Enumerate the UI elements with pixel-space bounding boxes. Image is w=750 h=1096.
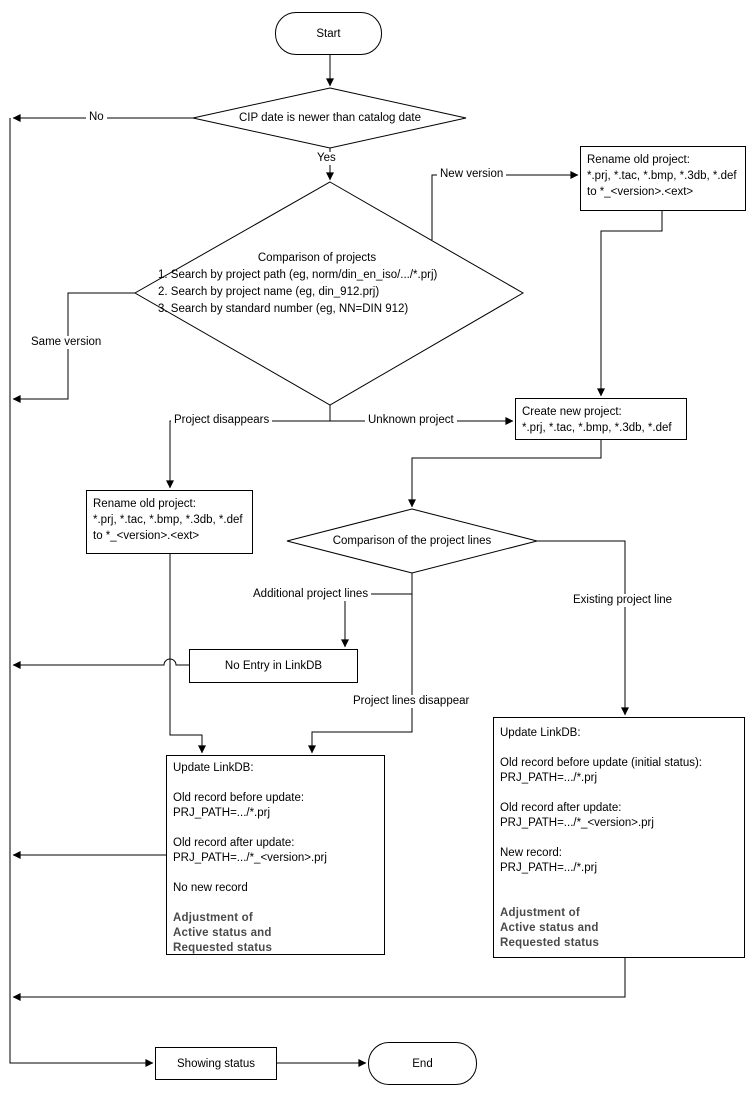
box-line: *.prj, *.tac, *.bmp, *.3db, *.def [522,422,672,434]
box-line [500,831,740,846]
edge-additional-lines-to-no-entry [345,594,412,647]
box-line: *.prj, *.tac, *.bmp, *.3db, *.def [587,170,737,182]
edge-no-entry-to-trunk [13,659,189,665]
box-line: *.prj, *.tac, *.bmp, *.3db, *.def [93,514,243,526]
showing-status-box [155,1047,277,1080]
box-line: New record: [500,847,562,859]
edge-create-to-lines-decision [412,440,601,507]
update-linkdb-right-box [493,717,745,958]
box-line-emphasis: Adjustment of [500,907,580,919]
box-line [500,876,740,891]
update-linkdb-left-box [166,755,385,955]
box-line-emphasis: Adjustment of [173,912,253,924]
edge-project-disappears-to-rename-left [170,421,330,488]
box-line: Rename old project: [587,154,690,166]
decision-comparison-projects-item: 2. Search by project name (eg, din_912.prj) [158,286,380,298]
end-node [368,1042,477,1085]
box-line-emphasis: Active status and [173,927,272,939]
box-line: No new record [173,882,248,894]
box-line [173,866,380,881]
edge-comparison-new-version-to-rename-top [432,175,578,240]
box-line: Old record after update: [173,837,295,849]
edge-label-project-disappears: Project disappears [171,414,272,427]
decision-comparison-projects-item: 1. Search by project path (eg, norm/din_en_iso/.../*.prj) [158,269,438,281]
decision-comparison-lines-text: Comparison of the project lines [332,535,492,547]
decision-comparison-projects-text [158,250,476,318]
end-label: End [412,1057,433,1070]
start-label: Start [316,27,341,40]
box-line [173,776,380,791]
decision-comparison-projects-title: Comparison of projects [257,252,377,264]
edge-trunk-to-showing-status [10,118,153,1063]
edge-label-same-version: Same version [28,336,104,349]
box-line: No Entry in LinkDB [224,660,323,672]
box-line: PRJ_PATH=.../*.prj [173,807,271,819]
box-line: Create new project: [522,406,622,418]
edge-label-no: No [86,111,107,124]
box-line-emphasis: Active status and [500,922,599,934]
box-line-emphasis: Requested status [500,937,600,949]
box-line: Old record before update (initial status): [500,757,702,769]
box-line: Showing status [177,1057,255,1070]
edge-label-existing-project-line: Existing project line [570,594,675,607]
box-line [173,821,380,836]
box-line: PRJ_PATH=.../*.prj [500,772,598,784]
rename-old-project-left-box [86,490,253,554]
box-line [500,786,740,801]
box-line [173,896,380,911]
box-line: Old record after update: [500,802,622,814]
box-line: to *_<version>.<ext> [587,186,694,198]
no-entry-linkdb-box [189,649,358,683]
edge-label-additional-project-lines: Additional project lines [250,588,371,601]
edge-label-unknown-project: Unknown project [365,414,457,427]
edge-label-yes: Yes [314,152,339,165]
create-new-project-box [515,398,687,440]
box-line: Update LinkDB: [173,762,254,774]
edge-label-project-lines-disappear: Project lines disappear [350,695,472,708]
box-line: PRJ_PATH=.../*_<version>.prj [500,817,654,829]
edge-existing-line-to-update-right [537,541,625,715]
edge-rename-top-to-create [601,211,662,396]
decision-comparison-projects-item: 3. Search by standard number (eg, NN=DIN 912) [158,303,409,315]
box-line-emphasis: Requested status [173,942,273,954]
box-line: Rename old project: [93,498,196,510]
rename-old-project-top-box [580,146,746,211]
decision-cip-date-text: CIP date is newer than catalog date [239,112,421,124]
box-line: PRJ_PATH=.../*.prj [500,862,598,874]
edge-label-new-version: New version [437,168,506,181]
edge-update-right-to-trunk [13,958,625,997]
box-line [500,741,740,756]
box-line [500,891,740,906]
start-node [275,12,382,55]
box-line: Update LinkDB: [500,727,581,739]
box-line: Old record before update: [173,792,305,804]
box-line: PRJ_PATH=.../*_<version>.prj [173,852,327,864]
box-line: to *_<version>.<ext> [93,530,200,542]
